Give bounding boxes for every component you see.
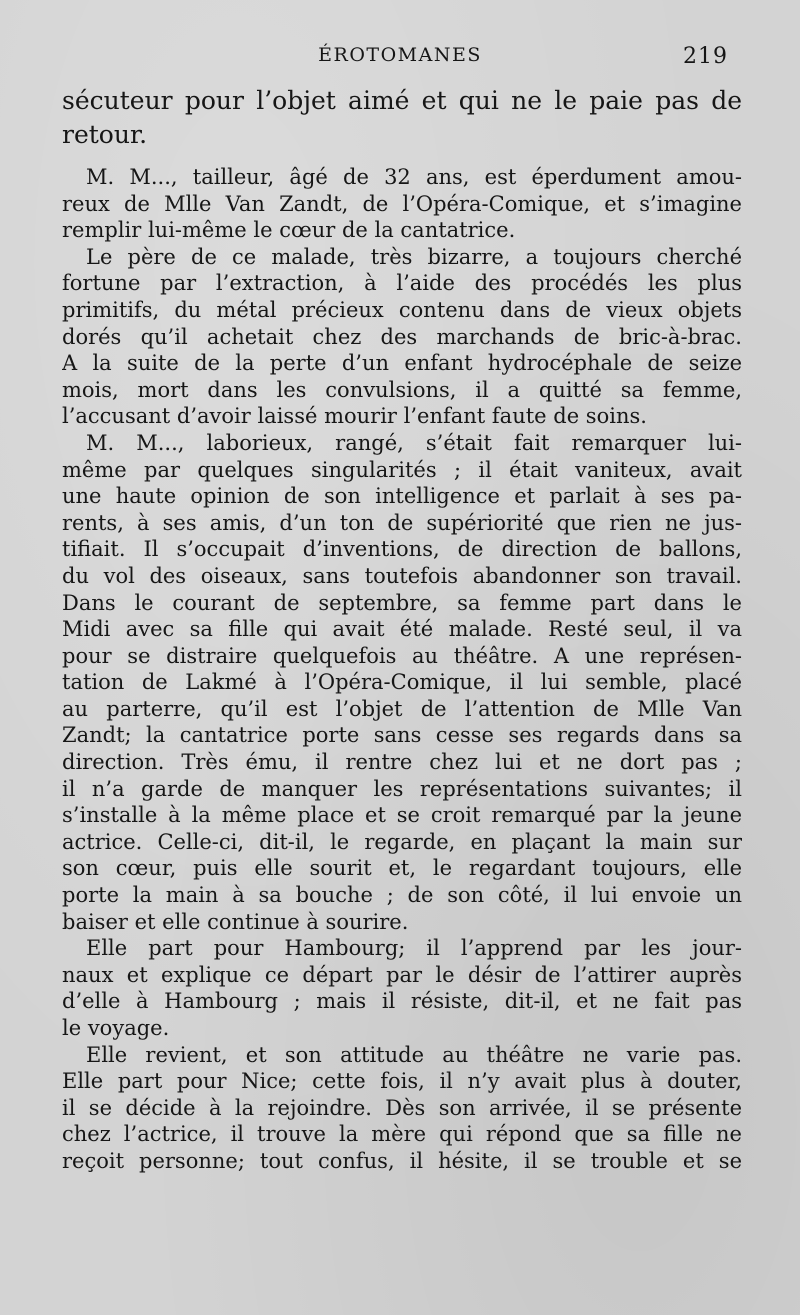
text-line: primitifs, du métal précieux contenu dans de vieux objets	[62, 297, 742, 322]
text-line: retour.	[62, 120, 148, 149]
running-head	[0, 44, 800, 74]
text-line: il n’a garde de manquer les représentations suivantes; il	[62, 776, 742, 801]
text-line: sécuteur pour l’objet aimé et qui ne le paie pas de	[62, 86, 742, 115]
body-text	[62, 84, 742, 1224]
text-line: l’accusant d’avoir laissé mourir l’enfant faute de soins.	[62, 404, 647, 429]
text-line: Elle part pour Nice; cette fois, il n’y avait plus à douter,	[62, 1069, 742, 1094]
text-line: dorés qu’il achetait chez des marchands de bric-à-brac.	[62, 324, 742, 349]
text-line: Midi avec sa fille qui avait été malade. Resté seul, il va	[62, 617, 742, 642]
text-line: s’installe à la même place et se croit remarqué par la jeune	[62, 803, 742, 828]
text-line: remplir lui-même le cœur de la cantatrice.	[62, 218, 516, 243]
text-line: au parterre, qu’il est l’objet de l’attention de Mlle Van	[62, 696, 742, 721]
text-line: rents, à ses amis, d’un ton de supériorité que rien ne jus-	[62, 510, 742, 535]
text-line: M. M..., laborieux, rangé, s’était fait remarquer lui-	[86, 430, 742, 455]
text-line: son cœur, puis elle sourit et, le regardant toujours, elle	[62, 856, 742, 881]
text-line: mois, mort dans les convulsions, il a quitté sa femme,	[62, 377, 742, 402]
text-line: pour se distraire quelquefois au théâtre. A une représen-	[62, 643, 742, 668]
text-line: tifiait. Il s’occupait d’inventions, de direction de ballons,	[62, 537, 742, 562]
text-line: même par quelques singularités ; il était vaniteux, avait	[62, 457, 742, 482]
text-line: direction. Très ému, il rentre chez lui et ne dort pas ;	[62, 750, 742, 775]
text-line: tation de Lakmé à l’Opéra-Comique, il lui semble, placé	[62, 670, 742, 695]
text-line: Dans le courant de septembre, sa femme part dans le	[62, 590, 742, 615]
text-line: chez l’actrice, il trouve la mère qui répond que sa fille ne	[62, 1122, 742, 1147]
text-line: actrice. Celle-ci, dit-il, le regarde, en plaçant la main sur	[62, 829, 742, 854]
text-line: le voyage.	[62, 1016, 170, 1040]
text-line: naux et explique ce départ par le désir de l’attirer auprès	[62, 962, 742, 987]
text-line: il se décide à la rejoindre. Dès son arrivée, il se présente	[62, 1095, 742, 1120]
text-line: fortune par l’extraction, à l’aide des procédés les plus	[62, 271, 742, 296]
text-line: porte la main à sa bouche ; de son côté, il lui envoie un	[62, 883, 742, 908]
running-title: ÉROTOMANES	[318, 44, 482, 66]
text-line: reux de Mlle Van Zandt, de l’Opéra-Comique, et s’imagine	[62, 191, 742, 216]
text-line: Le père de ce malade, très bizarre, a toujours cherché	[86, 244, 742, 269]
text-line: une haute opinion de son intelligence et parlait à ses pa-	[62, 484, 742, 509]
text-line: baiser et elle continue à sourire.	[62, 909, 409, 934]
page-number: 219	[683, 44, 728, 69]
text-line: A la suite de la perte d’un enfant hydrocéphale de seize	[62, 351, 742, 376]
text-line: d’elle à Hambourg ; mais il résiste, dit-il, et ne fait pas	[62, 989, 742, 1014]
text-line: Elle revient, et son attitude au théâtre ne varie pas.	[86, 1042, 742, 1067]
text-line: du vol des oiseaux, sans toutefois abandonner son travail.	[62, 563, 742, 588]
text-line: reçoit personne; tout confus, il hésite, il se trouble et se	[62, 1148, 742, 1173]
text-line: Zandt; la cantatrice porte sans cesse ses regards dans sa	[62, 723, 742, 748]
text-line: Elle part pour Hambourg; il l’apprend par les jour-	[86, 936, 742, 961]
text-line: M. M..., tailleur, âgé de 32 ans, est éperdument amou-	[86, 165, 742, 189]
